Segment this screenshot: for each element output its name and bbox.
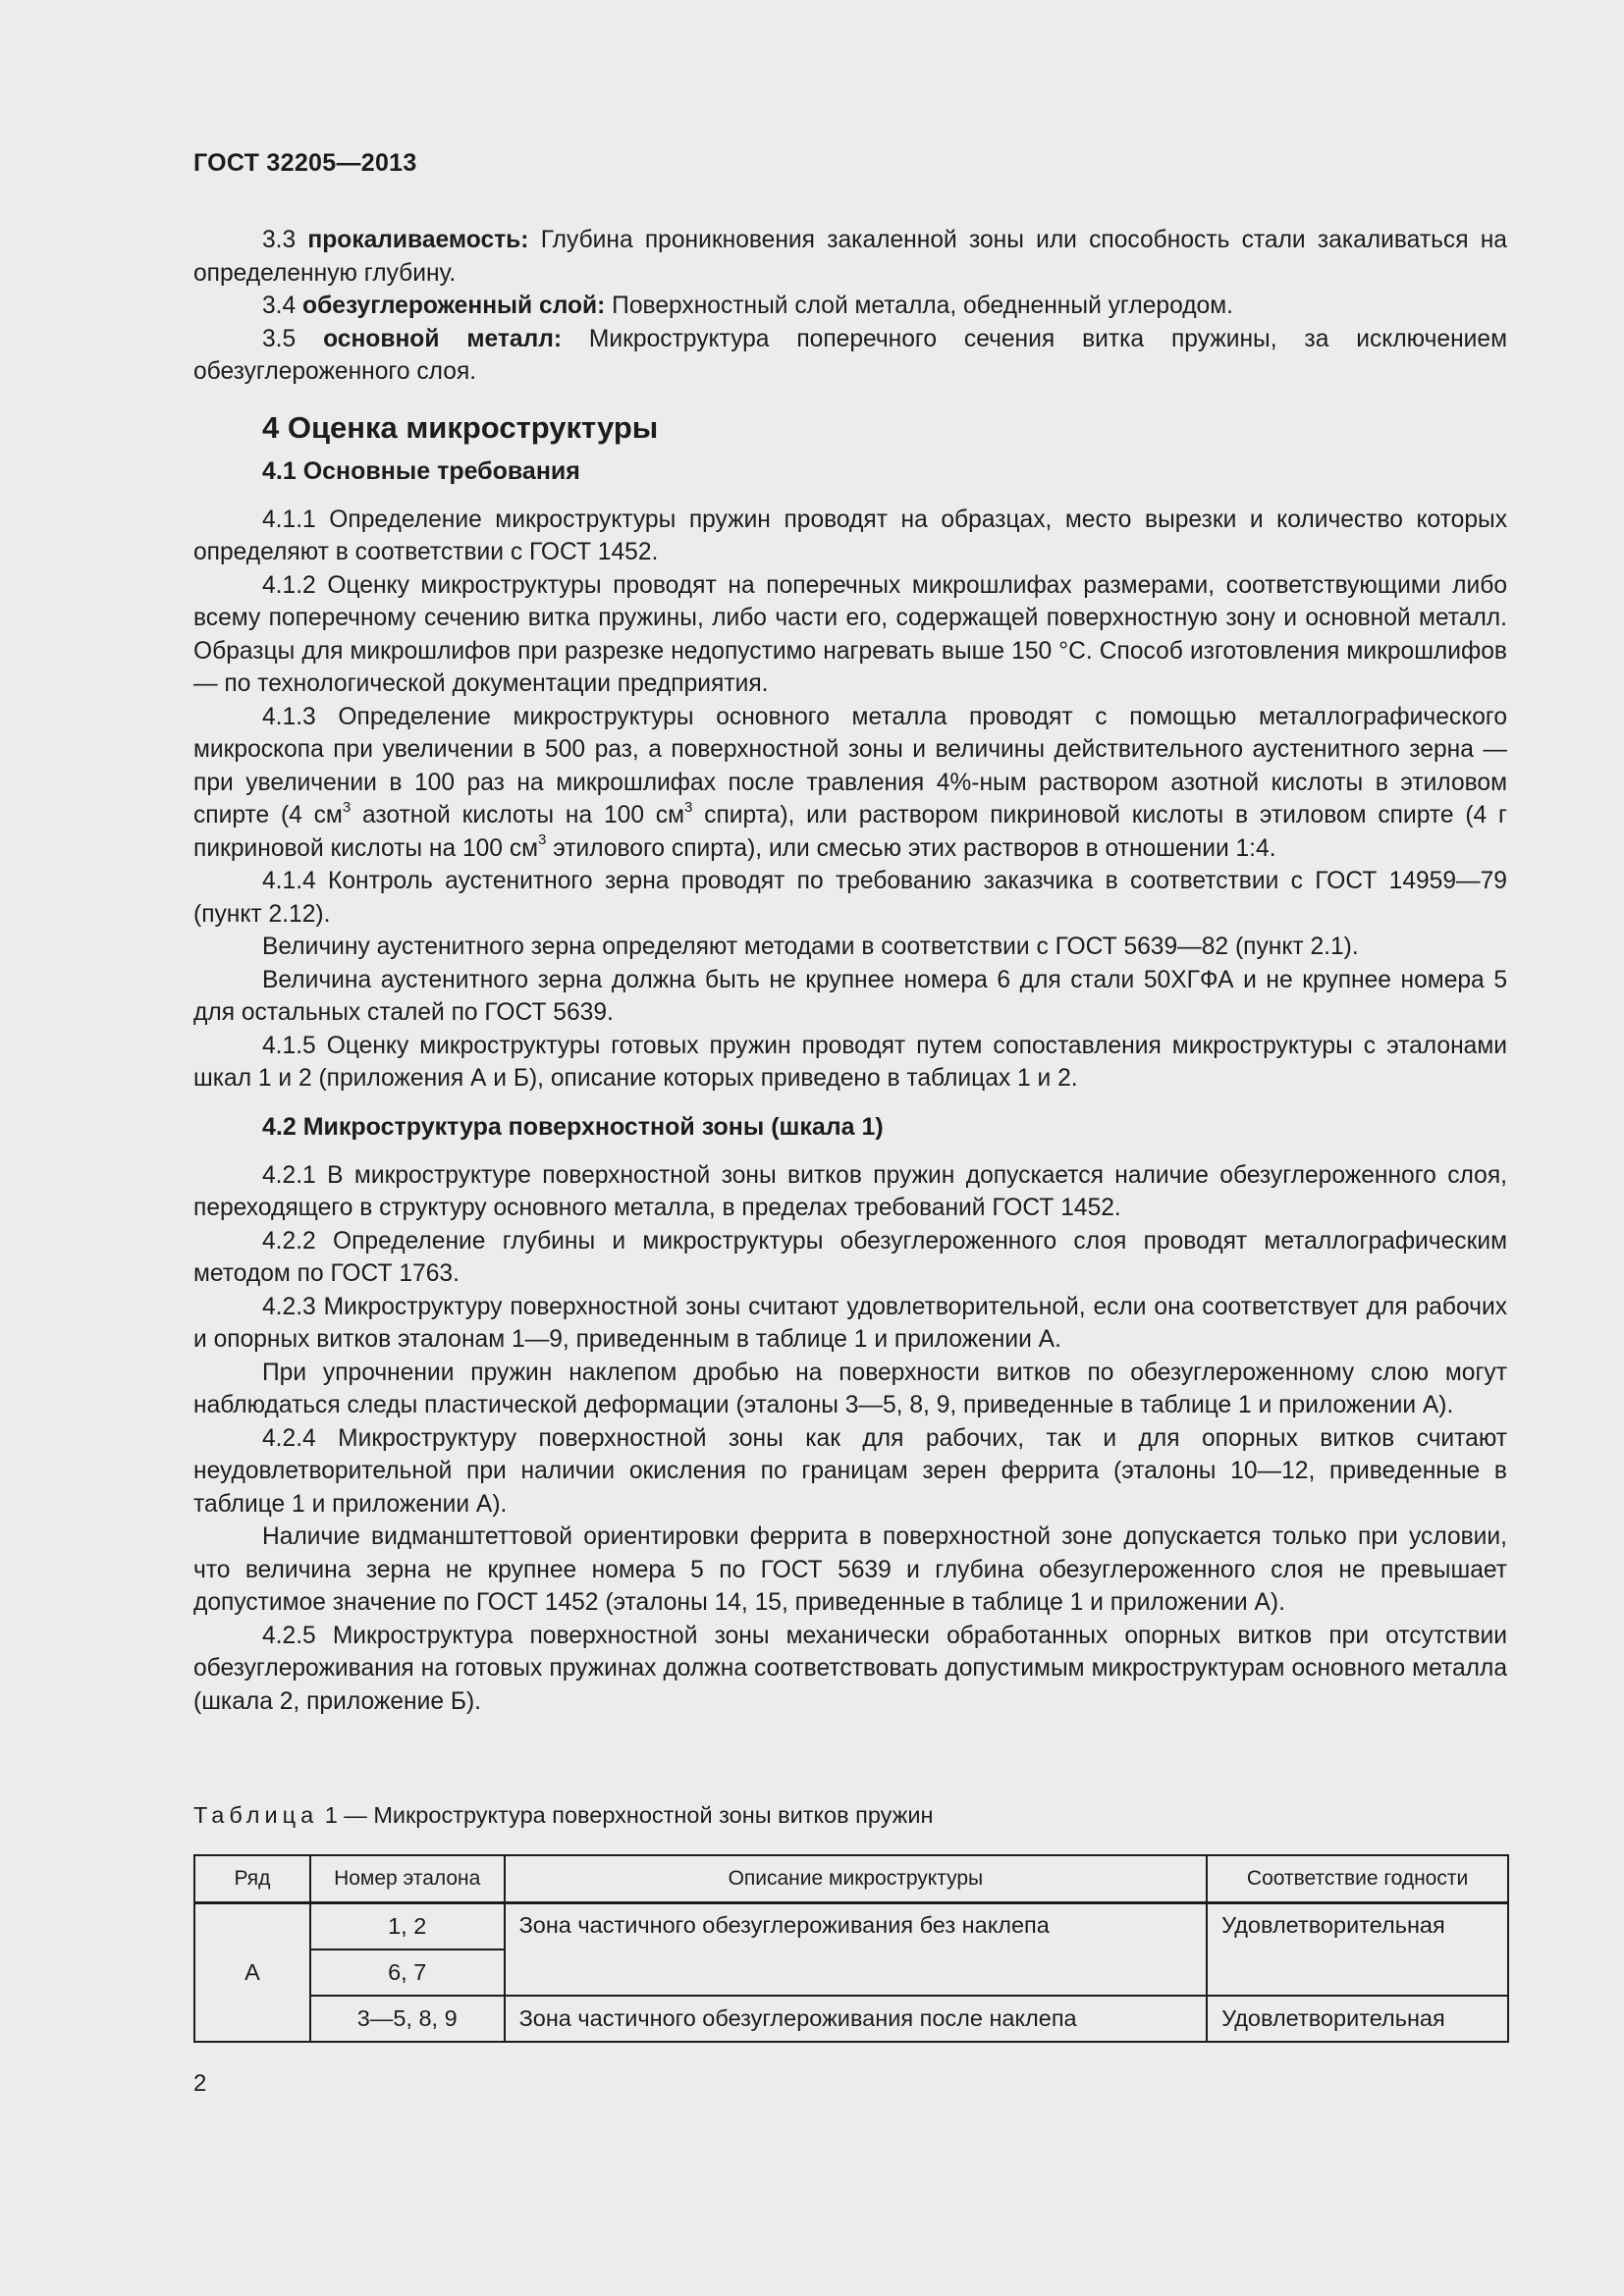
microstructure-table <box>193 1854 1509 2043</box>
paragraph: Наличие видманштеттовой ориентировки феррита в поверхностной зоне допускается только при условии, что величина зерна не крупнее номера 5 по ГОСТ 5639 и глубина обезуглероженного слоя не превышает допустимое значение по ГОСТ 1452 (эталоны 14, 15, приведенные в таблице 1 и приложении А). <box>193 1523 1507 1616</box>
paragraph: 4.2.2 Определение глубины и микроструктуры обезуглероженного слоя проводят металлографическим методом по ГОСТ 1763. <box>193 1227 1507 1287</box>
table-row <box>194 1903 1508 1950</box>
table-row <box>194 1996 1508 2042</box>
row-group-cell: А <box>194 1903 310 2043</box>
document-body <box>193 224 1507 1718</box>
paragraph: 4.1.5 Оценку микроструктуры готовых пружин проводят путем сопоставления микроструктуры с эталонами шкал 1 и 2 (приложения А и Б), описание которых приведено в таблицах 1 и 2. <box>193 1032 1507 1092</box>
paragraph: 4.1.1 Определение микроструктуры пружин проводят на образцах, место вырезки и количество которых определяют в соответствии с ГОСТ 1452. <box>193 506 1507 565</box>
column-header: Ряд <box>194 1855 310 1903</box>
paragraph: 4.2.4 Микроструктуру поверхностной зоны как для рабочих, так и для опорных витков считают неудовлетворительной при наличии окисления по границам зерен феррита (эталоны 10—12, приведенные в таблице 1 и приложении А). <box>193 1424 1507 1518</box>
definition-3-3: 3.3 прокаливаемость: Глубина проникновения закаленной зоны или способность стали закаливаться на определенную глубину. <box>193 227 1507 287</box>
table-caption: Таблица 1 — Микроструктура поверхностной зоны витков пружин <box>193 1802 934 1828</box>
description-cell: Зона частичного обезуглероживания без наклепа <box>505 1903 1208 1997</box>
etalon-number-cell: 1, 2 <box>310 1903 505 1950</box>
term: прокаливаемость: <box>307 227 529 253</box>
paragraph: 4.1.3 Определение микроструктуры основного металла проводят с помощью металлографического микроскопа при увеличении в 500 раз, а поверхностной зоны и величины действительного аустенитного зерна — при увеличении в 100 раз на микрошлифах после травления 4%-ным раствором азотной кислоты в этиловом спирте (4 $см^3$ азотной кислоты на 100 $см^3$ спирта), или раствором пикриновой кислоты в этиловом спирте (4 г пикриновой кислоты на 100 $см^3$ этилового спирта), или смесью этих растворов в отношении 1:4. <box>193 703 1507 862</box>
page-number: 2 <box>193 2070 207 2097</box>
etalon-number-cell: 3—5, 8, 9 <box>310 1996 505 2042</box>
paragraph: 4.2.1 В микроструктуре поверхностной зоны витков пружин допускается наличие обезуглероженного слоя, переходящего в структуру основного металла, в пределах требований ГОСТ 1452. <box>193 1161 1507 1221</box>
definition-3-4: 3.4 обезуглероженный слой: Поверхностный слой металла, обедненный углеродом. <box>262 293 1233 319</box>
paragraph: Величину аустенитного зерна определяют методами в соответствии с ГОСТ 5639—82 (пункт 2.1). <box>262 934 1359 960</box>
paragraph: 4.1.2 Оценку микроструктуры проводят на поперечных микрошлифах размерами, соответствующими либо всему поперечному сечению витка пружины, либо части его, содержащей поверхностную зону и основной металл. Образцы для микрошлифов при разрезке недопустимо нагревать выше 150 °С. Способ изготовления микрошлифов — по технологической документации предприятия. <box>193 571 1507 697</box>
section-4-heading: 4 Оценка микроструктуры <box>262 409 659 445</box>
definition-3-5: 3.5 основной металл: Микроструктура поперечного сечения витка пружины, за исключением обезуглероженного слоя. <box>193 325 1507 385</box>
column-header: Номер эталона <box>310 1855 505 1903</box>
paragraph: 4.2.3 Микроструктуру поверхностной зоны считают удовлетворительной, если она соответствует для рабочих и опорных витков эталонам 1—9, приведенным в таблице 1 и приложении А. <box>193 1293 1507 1353</box>
term: обезуглероженный слой: <box>302 293 606 319</box>
paragraph: 4.1.4 Контроль аустенитного зерна проводят по требованию заказчика в соответствии с ГОСТ 14959—79 (пункт 2.12). <box>193 868 1507 928</box>
fitness-cell: Удовлетворительная <box>1207 1903 1508 1997</box>
document-header: ГОСТ 32205—2013 <box>193 149 417 177</box>
column-header: Соответствие годности <box>1207 1855 1508 1903</box>
section-4-1-heading: 4.1 Основные требования <box>262 456 580 485</box>
paragraph: При упрочнении пружин наклепом дробью на поверхности витков по обезуглероженному слою могут наблюдаться следы пластической деформации (эталоны 3—5, 8, 9, приведенные в таблице 1 и приложении А). <box>193 1359 1507 1418</box>
column-header: Описание микроструктуры <box>505 1855 1208 1903</box>
fitness-cell: Удовлетворительная <box>1207 1996 1508 2042</box>
paragraph: 4.2.5 Микроструктура поверхностной зоны механически обработанных опорных витков при отсутствии обезуглероживания на готовых пружинах должна соответствовать допустимым микроструктурам основного металла (шкала 2, приложение Б). <box>193 1622 1507 1715</box>
section-4-2-heading: 4.2 Микроструктура поверхностной зоны (шкала 1) <box>262 1112 884 1141</box>
paragraph: Величина аустенитного зерна должна быть не крупнее номера 6 для стали 50ХГФА и не крупнее номера 5 для остальных сталей по ГОСТ 5639. <box>193 966 1507 1026</box>
term: основной металл: <box>323 325 563 352</box>
etalon-number-cell: 6, 7 <box>310 1949 505 1996</box>
table-header-row <box>194 1855 1508 1903</box>
description-cell: Зона частичного обезуглероживания после наклепа <box>505 1996 1208 2042</box>
